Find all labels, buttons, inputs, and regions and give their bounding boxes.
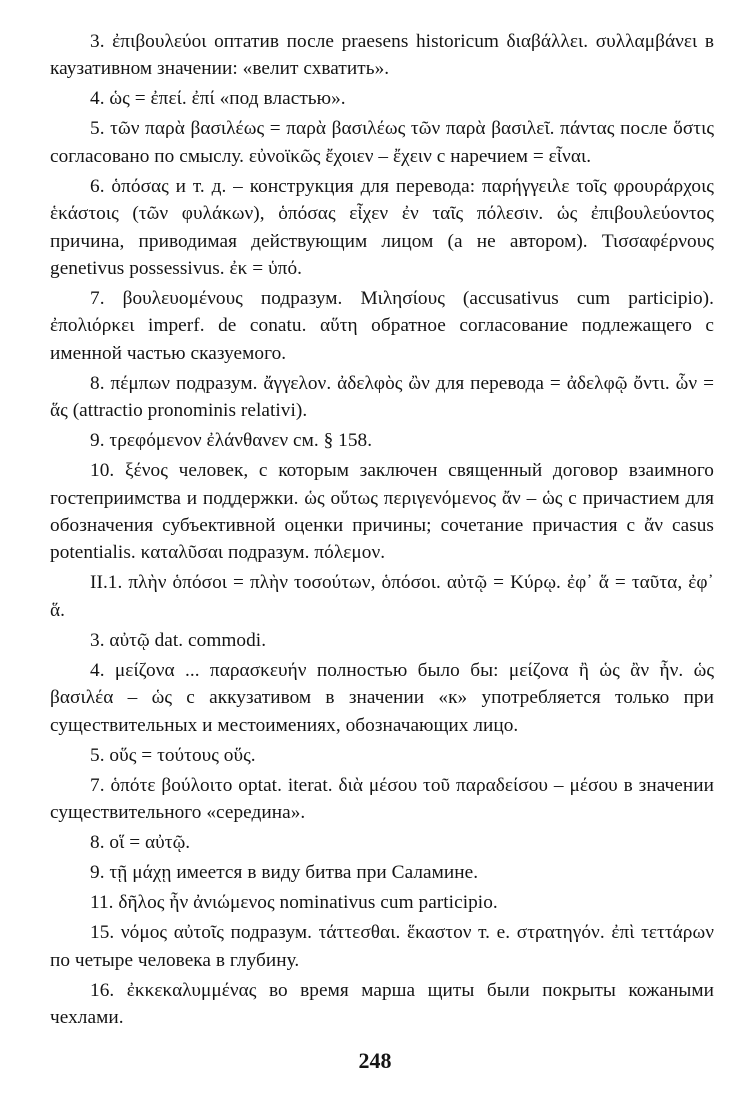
- commentary-note: 9. τῇ μάχῃ имеется в виду битва при Саламине.: [90, 862, 479, 884]
- commentary-note: 15. νόμος αὐτοῖς подразум. τάττεσθαι. ἕκαστον т. е. στρατηγόν. ἐπὶ τεττάρων по четыре человека в глубину.: [50, 922, 714, 971]
- commentary-note: 9. τρεφόμενον ἐλάνθανεν см. § 158.: [90, 430, 373, 452]
- commentary-note: 8. οἵ = αὐτῷ.: [90, 832, 191, 854]
- commentary-note: 8. πέμπων подразум. ἄγγελον. ἀδελφὸς ὢν для перевода = ἀδελφῷ ὄντι. ὧν = ἅς (attractio pronominis relativi).: [50, 372, 714, 422]
- commentary-note: 16. ἐκκεκαλυμμένας во время марша щиты были покрыты кожаными чехлами.: [50, 979, 714, 1028]
- commentary-note: 5. τῶν παρὰ βασιλέως = παρὰ βασιλέως τῶν παρὰ βασιλεῖ. πάντας после ὅστις согласовано по смыслу. εὐνοϊκῶς ἔχοιεν – ἔχειν с наречием = εἶναι.: [50, 118, 714, 167]
- commentary-note: 6. ὁπόσας и т. д. – конструкция для перевода: παρήγγειλε τοῖς φρουράρχοις ἑκάστοις (τῶν φυλάκων), ὁπόσας εἶχεν ἐν ταῖς πόλεσιν. ὡς ἐπιβουλεύοντος причина, приводимая действующим лицом (а не автором). Τισσαφέρνους genetivus possessivus. ἐκ = ὑπό.: [50, 175, 714, 280]
- commentary-note: 10. ξένος человек, с которым заключен священный договор взаимного гостеприимства и поддержки. ὡς οὕτως περιγενόμενος ἄν – ὡς с причастием для обозначения субъективной оценки причины; сочетание причастия с ἄν casus potentialis. καταλῦσαι подразум. πόλεμον.: [50, 460, 714, 564]
- commentary-notes: [50, 28, 714, 1031]
- commentary-note: 7. βουλευομένους подразум. Μιλησίους (accusativus cum participio). ἐπολιόρκει imperf. de conatu. αὕτη обратное согласование подлежащего с именной частью сказуемого.: [50, 288, 714, 364]
- commentary-note: 4. μείζονα ... παρασκευήν полностью было бы: μείζονα ἢ ὡς ἂν ἦν. ὡς βασιλέα – ὡς с аккузативом в значении «к» употребляется только при существительных и местоимениях, обозначающих лицо.: [50, 659, 714, 736]
- commentary-note: 3. ἐπιβουλεύοι оптатив после praesens historicum διαβάλλει. συλλαμβάνει в каузативном значении: «велит схватить».: [50, 31, 714, 80]
- commentary-note: 7. ὁπότε βούλοιτο optat. iterat. διὰ μέσου τοῦ παραδείσου – μέσου в значении существительного «середина».: [50, 774, 714, 824]
- commentary-note: II.1. πλὴν ὁπόσοι = πλὴν τοσούτων, ὁπόσοι. αὐτῷ = Κύρῳ. ἐφ᾽ ἅ = ταῦτα, ἐφ᾽ ἅ.: [50, 572, 714, 621]
- page-number: 248: [358, 1048, 392, 1073]
- commentary-note: 5. οὕς = τούτους οὕς.: [90, 744, 256, 766]
- commentary-note: 11. δῆλος ἦν ἀνιώμενος nominativus cum participio.: [90, 892, 498, 914]
- commentary-note: 4. ὡς = ἐπεί. ἐπί «под властью».: [90, 88, 346, 110]
- commentary-note: 3. αὐτῷ dat. commodi.: [90, 629, 267, 651]
